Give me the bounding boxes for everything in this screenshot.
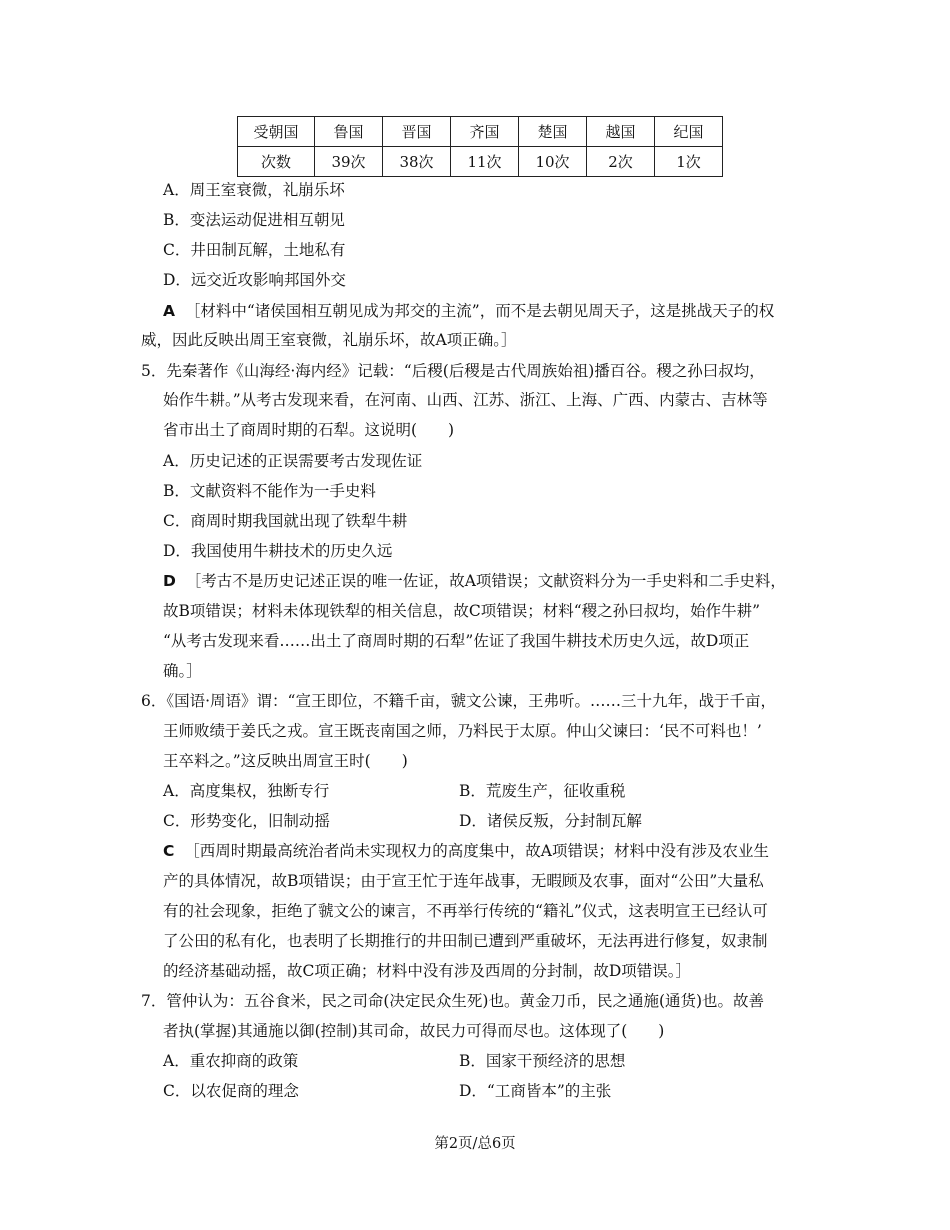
q5-explanation-line: 故B项错误；材料未体现铁犁的相关信息，故C项错误；材料“稷之孙曰叔均，始作牛耕” [163,602,761,620]
q6-explanation-line [163,836,769,866]
q6-option-a: A．高度集权，独断专行 [163,782,330,800]
table-cell: 38次 [383,147,451,177]
tribute-count-table [237,116,723,177]
q5-option-d: D．我国使用牛耕技术的历史久远 [163,542,393,560]
q6-answer: C [163,842,175,860]
table-cell: 鲁国 [315,117,383,147]
q6-stem-line: 王师败绩于姜氏之戎。宣王既丧南国之师，乃料民于太原。仲山父谏曰：‘民不可料也！’ [163,722,762,740]
q4-answer: A [163,302,175,320]
q5-explanation-line [163,566,786,596]
table-cell: 11次 [451,147,519,177]
q4-explanation-text: ［材料中“诸侯国相互朝见成为邦交的主流”，而不是去朝见周天子，这是挑战天子的权 [184,302,775,320]
page-footer: 第2页/总6页 [434,1136,516,1152]
q6-explanation-line: 的经济基础动摇，故C项正确；材料中没有涉及西周的分封制，故D项错误。］ [163,962,692,980]
q5-answer: D [163,572,176,590]
q4-option-d: D．远交近攻影响邦国外交 [163,271,346,289]
q6-stem-line: 6．《国语·周语》谓：“宣王即位，不籍千亩，虢文公谏，王弗听。……三十九年，战于千亩， [141,692,776,710]
q6-stem-line: 王卒料之。”这反映出周宣王时( ) [163,752,408,770]
q7-option-a: A．重农抑商的政策 [163,1052,299,1070]
q5-option-b: B．文献资料不能作为一手史料 [163,482,376,500]
q4-option-c: C．井田制瓦解，土地私有 [163,241,346,259]
q6-option-b: B．荒废生产，征收重税 [459,782,626,800]
q5-stem-line: 始作牛耕。”从考古发现来看，在河南、山西、江苏、浙江、上海、广西、内蒙古、吉林等 [163,391,768,409]
q5-stem-line: 省市出土了商周时期的石犁。这说明( ) [163,421,455,439]
q5-explanation-line: “从考古发现来看……出土了商周时期的石犁”佐证了我国牛耕技术历史久远，故D项正 [163,632,750,650]
q6-option-d: D．诸侯反叛，分封制瓦解 [459,812,642,830]
q7-option-b: B．国家干预经济的思想 [459,1052,626,1070]
q6-explanation-line: 产的具体情况，故B项错误；由于宣王忙于连年战事，无暇顾及农事，面对“公田”大量私 [163,872,764,890]
q7-option-c: C．以农促商的理念 [163,1082,299,1100]
q4-explanation-line [163,296,774,326]
table-cell: 1次 [655,147,723,177]
q4-option-b: B．变法运动促进相互朝见 [163,211,345,229]
q6-explanation-line: 有的社会现象，拒绝了虢文公的谏言，不再举行传统的“籍礼”仪式，这表明宣王已经认可 [163,902,768,920]
table-cell: 越国 [587,117,655,147]
q5-option-c: C．商周时期我国就出现了铁犁牛耕 [163,512,408,530]
q5-explanation-line: 确。］ [163,662,202,680]
table-header-row [238,117,723,147]
q4-option-a: A．周王室衰微，礼崩乐坏 [163,181,345,199]
q6-explanation-text: ［西周时期最高统治者尚未实现权力的高度集中，故A项错误；材料中没有涉及农业生 [184,842,769,860]
table-cell: 2次 [587,147,655,177]
table-cell: 次数 [238,147,315,177]
q7-option-d: D．“工商皆本”的主张 [459,1082,612,1100]
q5-explanation-text: ［考古不是历史记述正误的唯一佐证，故A项错误；文献资料分为一手史料和二手史料， [185,572,786,590]
q6-explanation-line: 了公田的私有化，也表明了长期推行的井田制已遭到严重破坏，无法再进行修复，奴隶制 [163,932,768,950]
table-cell: 纪国 [655,117,723,147]
q5-stem-line: 5．先秦著作《山海经·海内经》记载：“后稷(后稷是古代周族始祖)播百谷。稷之孙曰叔均， [141,362,765,380]
table-row [238,147,723,177]
q7-stem-line: 7．管仲认为：五谷食米，民之司命(决定民众生死)也。黄金刀币，民之通施(通货)也。故善 [141,992,765,1010]
q5-option-a: A．历史记述的正误需要考古发现佐证 [163,452,423,470]
table-cell: 39次 [315,147,383,177]
table-cell: 楚国 [519,117,587,147]
table-cell: 10次 [519,147,587,177]
q4-explanation-line: 威，因此反映出周王室衰微，礼崩乐坏，故A项正确。］ [141,331,517,349]
q6-option-c: C．形势变化，旧制动摇 [163,812,330,830]
table-cell: 晋国 [383,117,451,147]
table-cell: 齐国 [451,117,519,147]
table-cell: 受朝国 [238,117,315,147]
q7-stem-line: 者执(掌握)其通施以御(控制)其司命，故民力可得而尽也。这体现了( ) [163,1022,665,1040]
